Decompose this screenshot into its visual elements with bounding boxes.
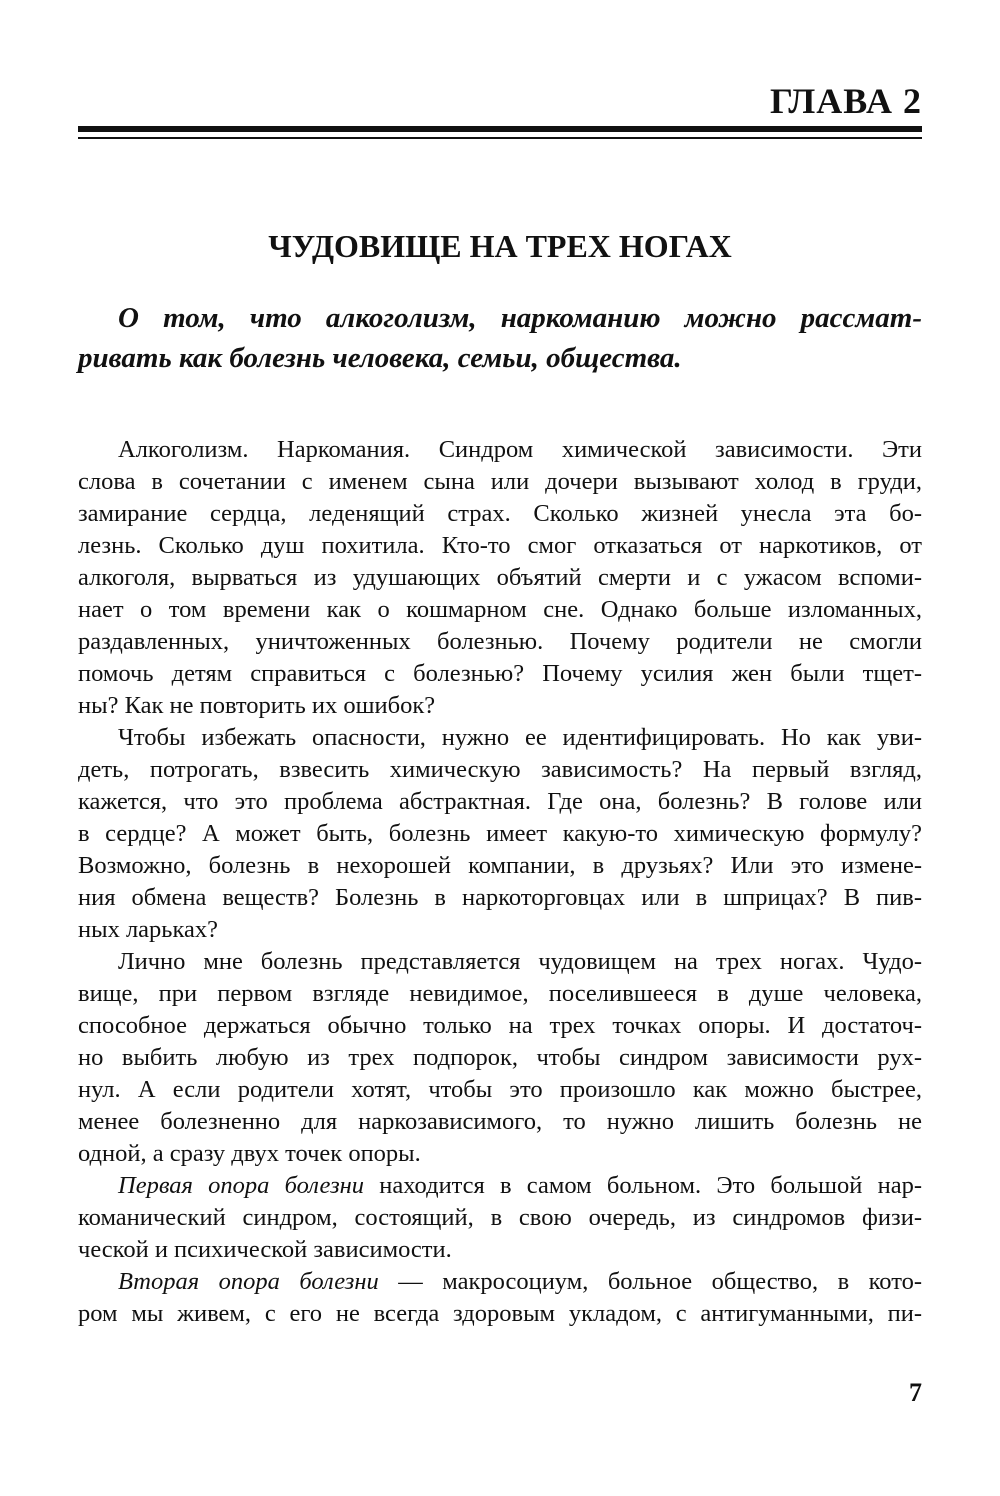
text-line: Лично мне болезнь представляется чудовищем на трех ногах. Чудо-	[118, 948, 922, 975]
epigraph-line: ривать как болезнь человека, семьи, общества.	[78, 342, 682, 374]
chapter-title: ЧУДОВИЩЕ НА ТРЕХ НОГАХ	[268, 228, 732, 264]
text-line: Возможно, болезнь в нехорошей компании, в друзьях? Или это измене-	[78, 852, 922, 879]
text-line: ром мы живем, с его не всегда здоровым укладом, с антигуманными, пи-	[78, 1300, 922, 1327]
text-line: слова в сочетании с именем сына или дочери вызывают холод в груди,	[78, 468, 922, 495]
header-rule-thin	[78, 137, 922, 139]
paragraph-2	[78, 722, 922, 946]
text-line: команический синдром, состоящий, в свою очередь, из синдромов физи-	[78, 1204, 922, 1231]
text-line: лезнь. Сколько душ похитила. Кто-то смог отказаться от наркотиков, от	[78, 532, 922, 559]
text-span: находится в самом больном. Это большой нар-	[364, 1172, 923, 1199]
text-line: нает о том времени как о кошмарном сне. Однако больше изломанных,	[78, 596, 922, 623]
text-line: ных ларьках?	[78, 916, 219, 943]
paragraph-4	[78, 1170, 922, 1266]
header-rule-thick	[78, 126, 922, 132]
chapter-epigraph	[78, 298, 922, 378]
text-line	[78, 1266, 922, 1298]
text-line: менее болезненно для наркозависимого, то нужно лишить болезнь не	[78, 1108, 922, 1135]
text-line: ны? Как не повторить их ошибок?	[78, 692, 436, 719]
page-number: 7	[909, 1378, 922, 1407]
epigraph-line: О том, что алкоголизм, наркоманию можно рассмат-	[118, 302, 922, 334]
text-line: но выбить любую из трех подпорок, чтобы синдром зависимости рух-	[78, 1044, 922, 1071]
text-line: замирание сердца, леденящий страх. Сколько жизней унесла эта бо-	[78, 500, 922, 527]
emphasis-term: Первая опора болезни	[118, 1172, 365, 1199]
emphasis-term: Вторая опора болезни	[118, 1268, 379, 1295]
body-text	[78, 434, 922, 1330]
chapter-heading: ГЛАВА 2	[769, 81, 922, 121]
text-line: ческой и психической зависимости.	[78, 1236, 452, 1263]
text-line: Чтобы избежать опасности, нужно ее идентифицировать. Но как уви-	[118, 724, 922, 751]
text-line: ния обмена веществ? Болезнь в наркоторговцах или в шприцах? В пив-	[78, 884, 922, 911]
text-line	[78, 1170, 922, 1202]
text-line: нул. А если родители хотят, чтобы это произошло как можно быстрее,	[78, 1076, 922, 1103]
text-line: одной, а сразу двух точек опоры.	[78, 1140, 421, 1167]
text-line: раздавленных, уничтоженных болезнью. Почему родители не смогли	[78, 628, 922, 655]
text-line: способное держаться обычно только на трех точках опоры. И достаточ-	[78, 1012, 922, 1039]
text-line: кажется, что это проблема абстрактная. Где она, болезнь? В голове или	[78, 788, 922, 815]
text-line: деть, потрогать, взвесить химическую зависимость? На первый взгляд,	[78, 756, 922, 783]
paragraph-1	[78, 434, 922, 722]
text-line: помочь детям справиться с болезнью? Почему усилия жен были тщет-	[78, 660, 922, 687]
text-line: вище, при первом взгляде невидимое, поселившееся в душе человека,	[78, 980, 922, 1007]
text-line: в сердце? А может быть, болезнь имеет какую-то химическую формулу?	[78, 820, 922, 847]
text-line: Алкоголизм. Наркомания. Синдром химической зависимости. Эти	[118, 436, 922, 463]
text-line: алкоголя, вырваться из удушающих объятий смерти и с ужасом вспоми-	[78, 564, 922, 591]
text-span: — макросоциум, больное общество, в кото-	[378, 1268, 922, 1295]
paragraph-3	[78, 946, 922, 1170]
paragraph-5	[78, 1266, 922, 1330]
